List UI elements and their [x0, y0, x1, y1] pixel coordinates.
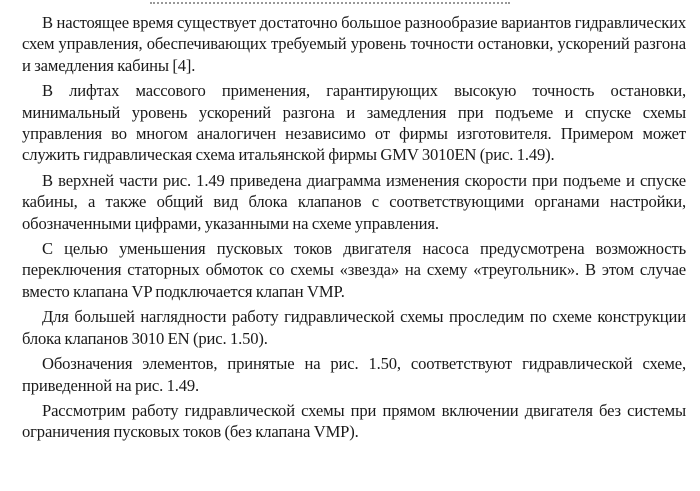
paragraph-3: В верхней части рис. 1.49 приведена диаграмма изменения скорости при подъеме и спуске кабины, а также общий вид блока клапанов с соответствующими органами настройки, обозначенными цифрами, указанными на схеме управления.	[22, 170, 686, 233]
paragraph-6: Обозначения элементов, принятые на рис. 1.50, соответствуют гидравлической схеме, приведенной на рис. 1.49.	[22, 354, 686, 395]
paragraph-2: В лифтах массового применения, гарантирующих высокую точность остановки, минимальный уровень ускорений разгона и замедления при подъеме и спуске схемы управления во многом аналогичен независимо от фирмы изготовителя. Примером может служить гидравлическая схема итальянской фирмы GMV 3010EN (рис. 1.49).	[22, 81, 686, 165]
paragraph-1: В настоящее время существует достаточно большое разнообразие вариантов гидравлических схем управления, обеспечивающих требуемый уровень точности остановки, ускорений разгона и замедления кабины [4].	[22, 13, 686, 75]
paragraph-4: С целью уменьшения пусковых токов двигателя насоса предусмотрена возможность переключения статорных обмоток со схемы «звезда» на схему «треугольник». В этом случае вместо клапана VP подключается клапан VMP.	[22, 239, 686, 301]
paragraph-7: Рассмотрим работу гидравлической схемы при прямом включении двигателя без системы ограничения пусковых токов (без клапана VMP).	[22, 400, 686, 442]
paragraph-5: Для большей наглядности работу гидравлической схемы проследим по схеме конструкции блока клапанов 3010 EN (рис. 1.50).	[22, 307, 686, 348]
cropped-top-line	[150, 0, 510, 4]
